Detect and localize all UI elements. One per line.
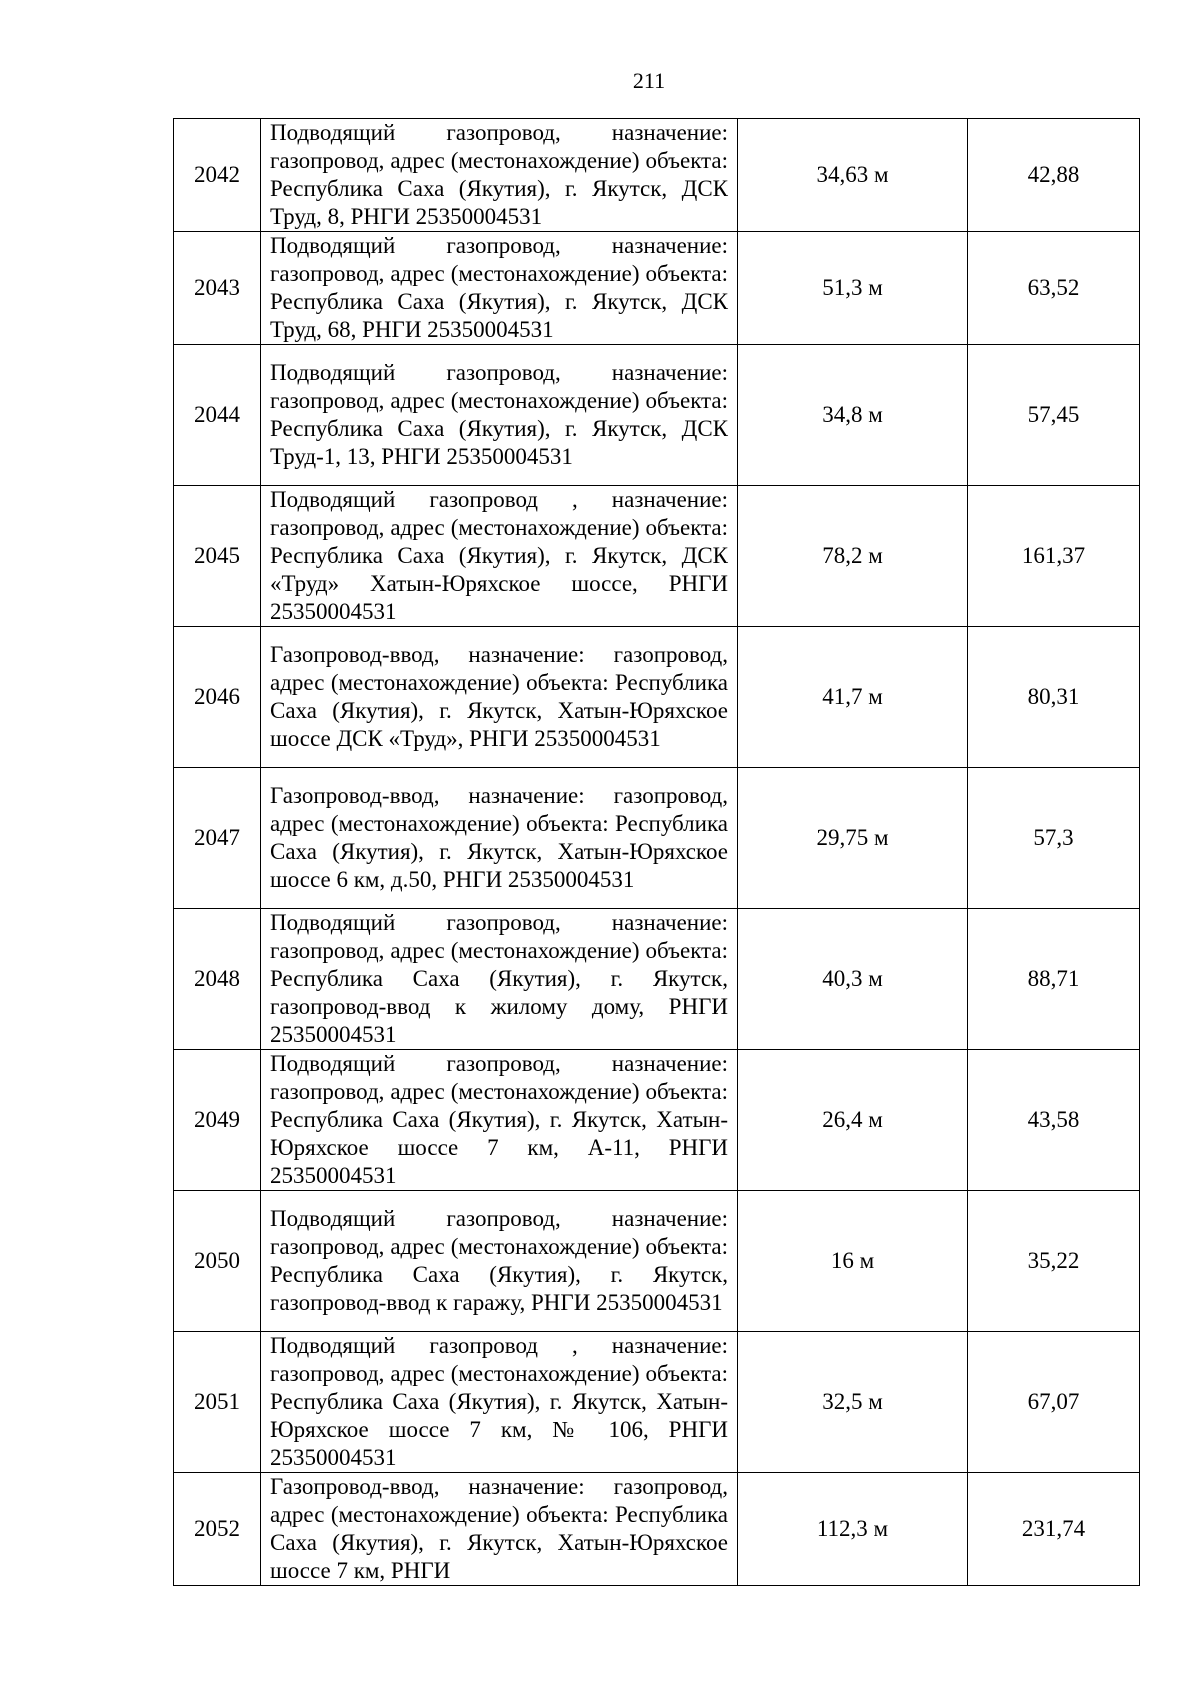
row-value: 57,3 bbox=[968, 768, 1140, 909]
row-description bbox=[261, 768, 738, 909]
row-length: 51,3 м bbox=[738, 232, 968, 345]
row-value: 67,07 bbox=[968, 1332, 1140, 1473]
row-description-text: Подводящий газопровод, назначение: газопровод, адрес (местонахождение) объекта: Республика Саха (Якутия), г. Якутск, газопровод-ввод к гаражу, РНГИ 25350004531 bbox=[270, 1206, 728, 1315]
row-number: 2052 bbox=[174, 1473, 261, 1586]
row-length: 41,7 м bbox=[738, 627, 968, 768]
row-number: 2042 bbox=[174, 119, 261, 232]
row-value: 63,52 bbox=[968, 232, 1140, 345]
row-value: 80,31 bbox=[968, 627, 1140, 768]
row-description-text: Подводящий газопровод , назначение: газопровод, адрес (местонахождение) объекта: Республика Саха (Якутия), г. Якутск, Хатын-Юряхское шоссе 7 км, № 106, РНГИ 25350004531 bbox=[270, 1333, 728, 1470]
row-number: 2047 bbox=[174, 768, 261, 909]
row-length: 112,3 м bbox=[738, 1473, 968, 1586]
row-description bbox=[261, 1473, 738, 1586]
row-description-text: Подводящий газопровод, назначение: газопровод, адрес (местонахождение) объекта: Республика Саха (Якутия), г. Якутск, Хатын-Юряхское шоссе 7 км, А-11, РНГИ 25350004531 bbox=[270, 1051, 728, 1188]
row-description bbox=[261, 232, 738, 345]
row-value: 231,74 bbox=[968, 1473, 1140, 1586]
row-description bbox=[261, 119, 738, 232]
row-value: 88,71 bbox=[968, 909, 1140, 1050]
row-value: 43,58 bbox=[968, 1050, 1140, 1191]
row-description-text: Подводящий газопровод, назначение: газопровод, адрес (местонахождение) объекта: Республика Саха (Якутия), г. Якутск, газопровод-ввод к жилому дому, РНГИ 25350004531 bbox=[270, 910, 728, 1047]
row-value: 42,88 bbox=[968, 119, 1140, 232]
row-length: 40,3 м bbox=[738, 909, 968, 1050]
table-row bbox=[174, 1050, 1140, 1191]
row-number: 2045 bbox=[174, 486, 261, 627]
table-row bbox=[174, 119, 1140, 232]
property-table-body bbox=[174, 119, 1140, 1586]
row-description-text: Газопровод-ввод, назначение: газопровод, адрес (местонахождение) объекта: Республика Саха (Якутия), г. Якутск, Хатын-Юряхское шоссе ДСК «Труд», РНГИ 25350004531 bbox=[270, 642, 728, 751]
row-description-text: Газопровод-ввод, назначение: газопровод, адрес (местонахождение) объекта: Республика Саха (Якутия), г. Якутск, Хатын-Юряхское шоссе 6 км, д.50, РНГИ 25350004531 bbox=[270, 783, 728, 892]
page-number: 211 bbox=[632, 68, 666, 93]
row-description-text: Газопровод-ввод, назначение: газопровод, адрес (местонахождение) объекта: Республика Саха (Якутия), г. Якутск, Хатын-Юряхское шоссе 7 км, РНГИ bbox=[270, 1474, 728, 1583]
row-number: 2049 bbox=[174, 1050, 261, 1191]
table-row bbox=[174, 909, 1140, 1050]
table-row bbox=[174, 768, 1140, 909]
row-description-text: Подводящий газопровод, назначение: газопровод, адрес (местонахождение) объекта: Республика Саха (Якутия), г. Якутск, ДСК Труд, 68, РНГИ 25350004531 bbox=[270, 233, 728, 342]
row-number: 2048 bbox=[174, 909, 261, 1050]
table-row bbox=[174, 232, 1140, 345]
row-description bbox=[261, 1332, 738, 1473]
row-number: 2046 bbox=[174, 627, 261, 768]
table-row bbox=[174, 1191, 1140, 1332]
row-number: 2051 bbox=[174, 1332, 261, 1473]
row-description bbox=[261, 909, 738, 1050]
row-length: 34,63 м bbox=[738, 119, 968, 232]
row-description-text: Подводящий газопровод , назначение: газопровод, адрес (местонахождение) объекта: Республика Саха (Якутия), г. Якутск, ДСК «Труд» Хатын-Юряхское шоссе, РНГИ 25350004531 bbox=[270, 487, 728, 624]
row-description bbox=[261, 627, 738, 768]
table-row bbox=[174, 627, 1140, 768]
row-value: 57,45 bbox=[968, 345, 1140, 486]
row-value: 161,37 bbox=[968, 486, 1140, 627]
row-length: 34,8 м bbox=[738, 345, 968, 486]
row-description-text: Подводящий газопровод, назначение: газопровод, адрес (местонахождение) объекта: Республика Саха (Якутия), г. Якутск, ДСК Труд-1, 13, РНГИ 25350004531 bbox=[270, 360, 728, 469]
row-length: 16 м bbox=[738, 1191, 968, 1332]
row-description bbox=[261, 486, 738, 627]
table-row bbox=[174, 1332, 1140, 1473]
row-description bbox=[261, 1050, 738, 1191]
row-length: 29,75 м bbox=[738, 768, 968, 909]
row-length: 26,4 м bbox=[738, 1050, 968, 1191]
table-row bbox=[174, 486, 1140, 627]
row-description-text: Подводящий газопровод, назначение: газопровод, адрес (местонахождение) объекта: Республика Саха (Якутия), г. Якутск, ДСК Труд, 8, РНГИ 25350004531 bbox=[270, 120, 728, 229]
row-length: 32,5 м bbox=[738, 1332, 968, 1473]
table-row bbox=[174, 1473, 1140, 1586]
row-description bbox=[261, 1191, 738, 1332]
row-number: 2043 bbox=[174, 232, 261, 345]
row-number: 2044 bbox=[174, 345, 261, 486]
row-value: 35,22 bbox=[968, 1191, 1140, 1332]
property-table bbox=[173, 118, 1140, 1586]
row-description bbox=[261, 345, 738, 486]
table-row bbox=[174, 345, 1140, 486]
row-number: 2050 bbox=[174, 1191, 261, 1332]
row-length: 78,2 м bbox=[738, 486, 968, 627]
